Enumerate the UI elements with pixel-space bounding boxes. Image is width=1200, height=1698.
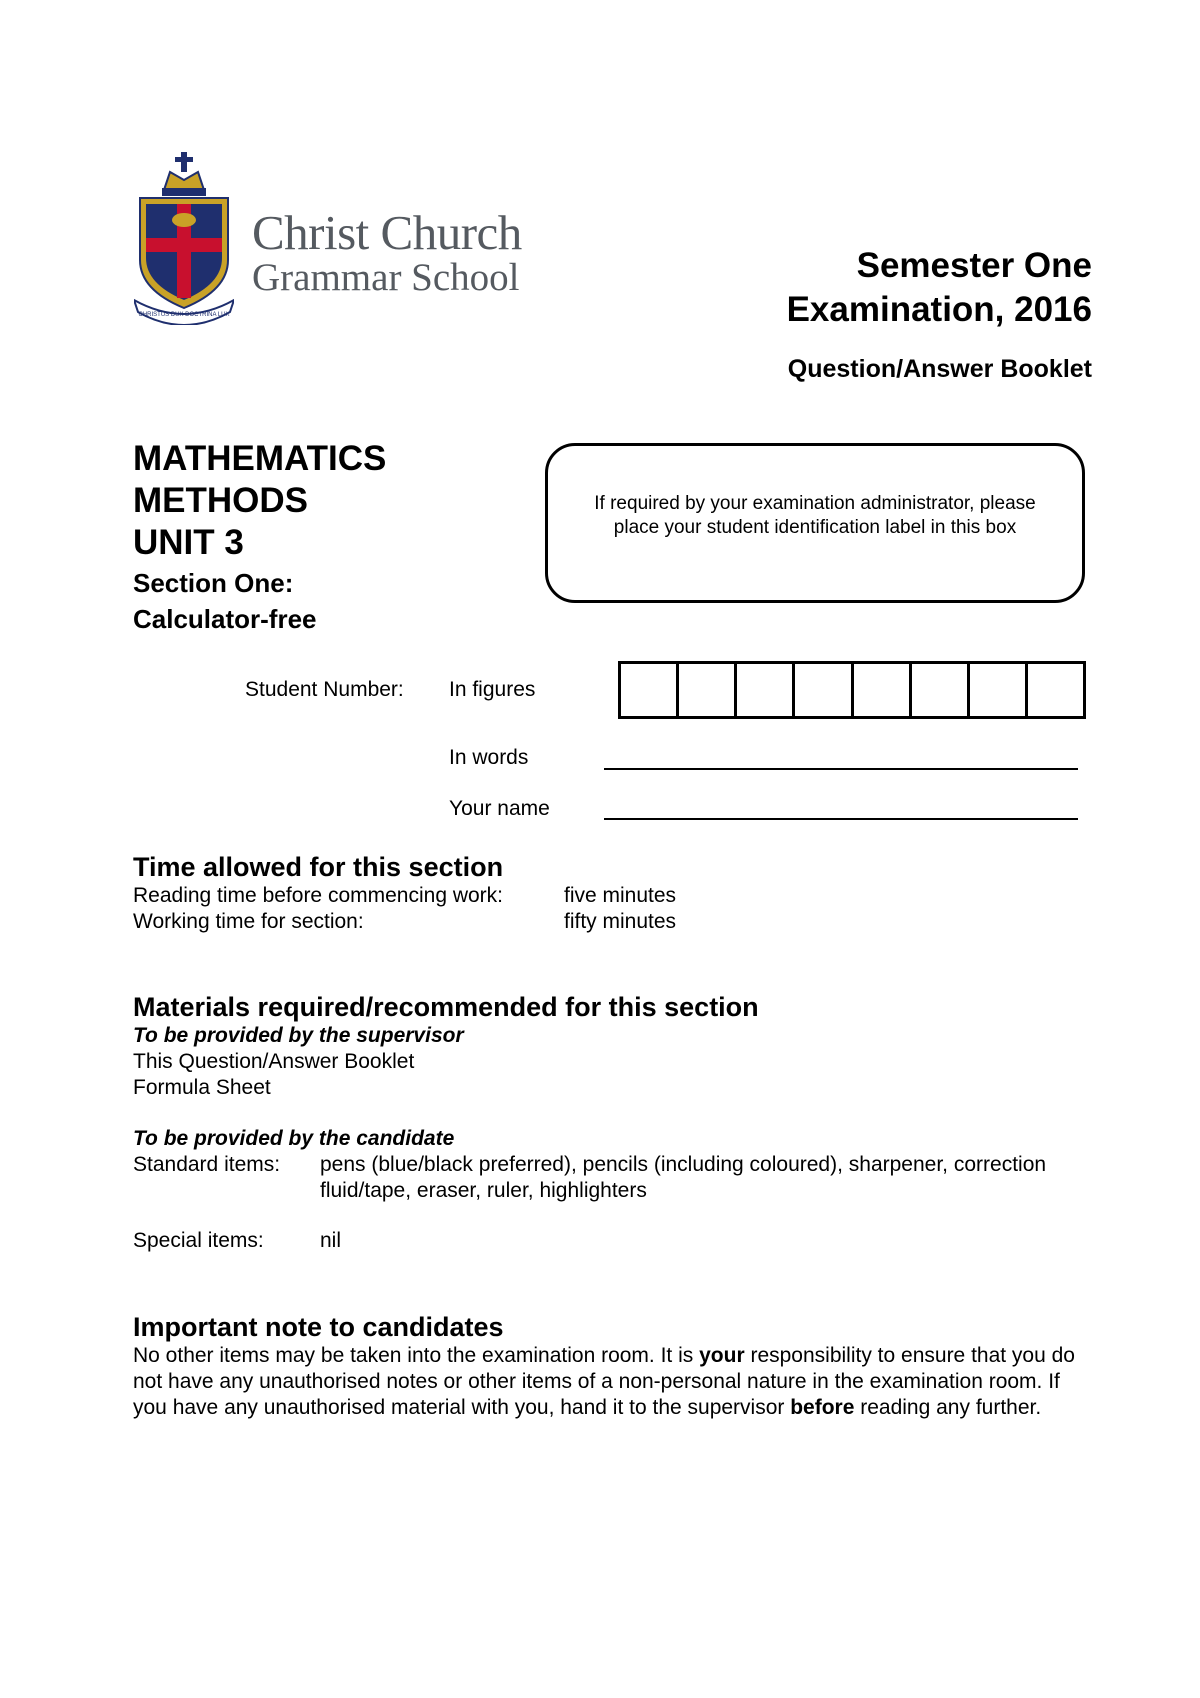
working-time-label: Working time for section:	[133, 910, 364, 933]
school-crest-icon	[134, 150, 234, 325]
section-name: Calculator-free	[133, 604, 317, 634]
candidate-subheading: To be provided by the candidate	[133, 1127, 455, 1150]
exam-title	[592, 244, 1092, 332]
note-text-part: responsibility to ensure that you do not have any unauthorised notes or other items of a non-personal nature in the examination room. If you have any unauthorised material with you, hand it to the supervisor	[133, 1344, 1075, 1419]
exam-title-line2: Examination, 2016	[786, 290, 1092, 329]
booklet-type: Question/Answer Booklet	[787, 355, 1092, 383]
subject-title	[133, 438, 386, 564]
subject-line1: MATHEMATICS	[133, 439, 387, 478]
figure-box[interactable]	[621, 664, 679, 716]
important-note-heading: Important note to candidates	[133, 1312, 504, 1342]
figure-box[interactable]	[854, 664, 912, 716]
standard-items-label: Standard items:	[133, 1153, 281, 1176]
figure-box[interactable]	[795, 664, 853, 716]
figure-box[interactable]	[737, 664, 795, 716]
section-label: Section One:	[133, 568, 294, 598]
school-motto: CHRISTUS DUX DOCTRINA LUX	[138, 312, 230, 318]
supervisor-item: This Question/Answer Booklet	[133, 1050, 415, 1073]
in-words-label: In words	[449, 746, 529, 769]
student-number-figure-boxes	[618, 661, 1086, 719]
figure-box[interactable]	[679, 664, 737, 716]
in-figures-label: In figures	[449, 678, 536, 701]
special-items-label: Special items:	[133, 1229, 264, 1252]
reading-time-label: Reading time before commencing work:	[133, 884, 504, 907]
student-id-label-box	[545, 443, 1085, 603]
subject-line3: UNIT 3	[133, 523, 244, 562]
in-words-answer-line[interactable]	[604, 768, 1078, 770]
id-box-instructions: If required by your examination administrator, please place your student identification label in this box	[594, 493, 1036, 538]
note-text-part: reading any further.	[854, 1396, 1042, 1419]
figure-box[interactable]	[912, 664, 970, 716]
note-emphasis-before: before	[790, 1396, 855, 1419]
important-note-text	[133, 1343, 1093, 1421]
working-time-value: fifty minutes	[564, 910, 677, 933]
note-emphasis-your: your	[699, 1344, 745, 1367]
supervisor-subheading: To be provided by the supervisor	[133, 1024, 464, 1047]
reading-time-value: five minutes	[564, 884, 677, 907]
your-name-label: Your name	[449, 797, 550, 820]
standard-items-value: pens (blue/black preferred), pencils (including coloured), sharpener, correction fluid/tape, eraser, ruler, highlighters	[320, 1153, 1047, 1202]
supervisor-item: Formula Sheet	[133, 1076, 271, 1099]
subject-line2: METHODS	[133, 481, 308, 520]
time-allowed-heading: Time allowed for this section	[133, 852, 504, 882]
figure-box[interactable]	[1028, 664, 1083, 716]
note-text-part: No other items may be taken into the examination room. It is	[133, 1344, 700, 1367]
materials-heading: Materials required/recommended for this section	[133, 992, 759, 1022]
special-items-value: nil	[320, 1229, 342, 1252]
exam-title-line1: Semester One	[856, 246, 1092, 285]
school-name-line1: Christ Church	[252, 205, 522, 260]
figure-box[interactable]	[970, 664, 1028, 716]
student-number-label: Student Number:	[245, 678, 404, 701]
your-name-answer-line[interactable]	[604, 818, 1078, 820]
school-name-line2: Grammar School	[252, 256, 520, 299]
